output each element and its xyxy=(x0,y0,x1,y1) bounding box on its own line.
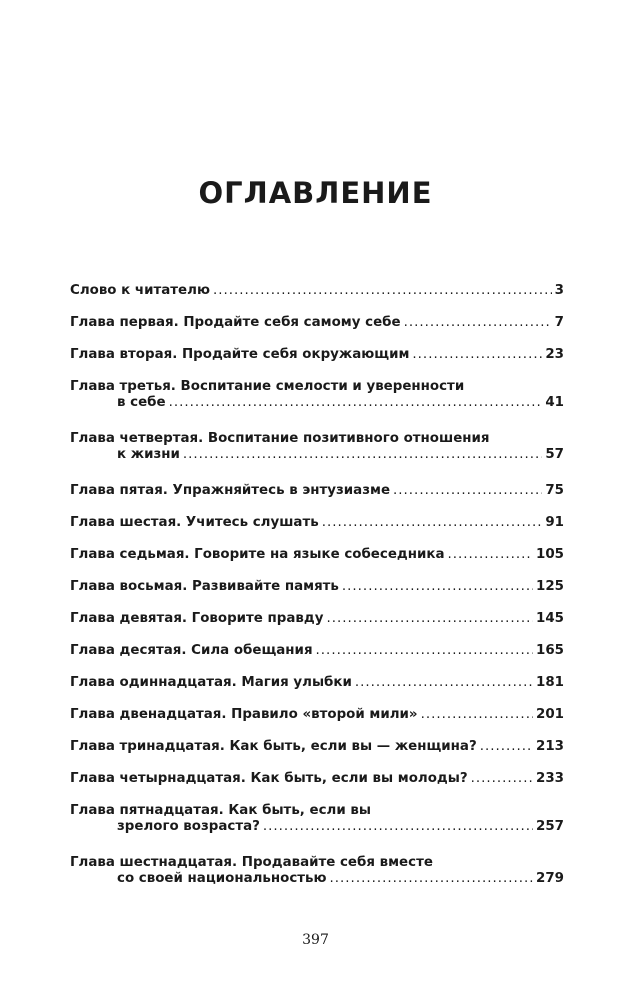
leader-dots xyxy=(342,579,533,595)
page-number: 397 xyxy=(302,932,329,948)
toc-entry-title-continued: в себе xyxy=(117,395,166,410)
toc-entry[interactable] xyxy=(70,315,564,347)
toc-entry-title-continued: зрелого возраста? xyxy=(117,819,260,834)
toc-entry-page: 145 xyxy=(536,611,564,626)
toc-entry-title: Глава тринадцатая. Как быть, если вы — женщина? xyxy=(70,739,477,754)
table-of-contents xyxy=(70,283,564,907)
toc-entry-title: Глава четвертая. Воспитание позитивного отношения xyxy=(70,431,490,446)
toc-entry[interactable] xyxy=(70,855,564,907)
leader-dots xyxy=(480,739,533,755)
toc-entry-title: Глава двенадцатая. Правило «второй мили» xyxy=(70,707,418,722)
toc-entry[interactable] xyxy=(70,483,564,515)
toc-entry-title: Глава третья. Воспитание смелости и уверенности xyxy=(70,379,465,394)
leader-dots xyxy=(330,871,534,887)
toc-entry-title-continued: со своей национальностью xyxy=(117,871,327,886)
toc-entry-title: Слово к читателю xyxy=(70,283,210,298)
toc-entry[interactable] xyxy=(70,379,564,431)
toc-entry-page: 91 xyxy=(545,515,564,530)
toc-entry-page: 213 xyxy=(536,739,564,754)
toc-entry-page: 181 xyxy=(536,675,564,690)
toc-entry-title: Глава восьмая. Развивайте память xyxy=(70,579,339,594)
leader-dots xyxy=(213,283,552,299)
toc-entry-title: Глава девятая. Говорите правду xyxy=(70,611,324,626)
toc-entry[interactable] xyxy=(70,643,564,675)
leader-dots xyxy=(471,771,533,787)
toc-entry-page: 23 xyxy=(545,347,564,362)
toc-entry-page: 125 xyxy=(536,579,564,594)
leader-dots xyxy=(448,547,534,563)
leader-dots xyxy=(421,707,533,723)
toc-entry-page: 105 xyxy=(536,547,564,562)
toc-entry[interactable] xyxy=(70,771,564,803)
toc-entry-title-continued: к жизни xyxy=(117,447,180,462)
leader-dots xyxy=(169,395,543,411)
toc-entry[interactable] xyxy=(70,431,564,483)
leader-dots xyxy=(316,643,534,659)
toc-entry-page: 257 xyxy=(536,819,564,834)
toc-entry-page: 233 xyxy=(536,771,564,786)
leader-dots xyxy=(393,483,542,499)
toc-entry[interactable] xyxy=(70,515,564,547)
leader-dots xyxy=(326,611,533,627)
leader-dots xyxy=(322,515,543,531)
toc-entry-title: Глава одиннадцатая. Магия улыбки xyxy=(70,675,352,690)
toc-entry-page: 57 xyxy=(545,447,564,462)
page-title: ОГЛАВЛЕНИЕ xyxy=(198,176,433,210)
toc-entry-title: Глава шестнадцатая. Продавайте себя вместе xyxy=(70,855,433,870)
toc-entry[interactable] xyxy=(70,347,564,379)
leader-dots xyxy=(355,675,533,691)
toc-entry[interactable] xyxy=(70,803,564,855)
toc-entry-title: Глава вторая. Продайте себя окружающим xyxy=(70,347,410,362)
toc-entry-page: 3 xyxy=(554,283,564,298)
leader-dots xyxy=(263,819,533,835)
leader-dots xyxy=(183,447,542,463)
toc-entry[interactable] xyxy=(70,675,564,707)
toc-entry[interactable] xyxy=(70,739,564,771)
toc-entry-page: 75 xyxy=(545,483,564,498)
toc-entry-page: 7 xyxy=(554,315,564,330)
toc-entry[interactable] xyxy=(70,547,564,579)
leader-dots xyxy=(412,347,542,363)
toc-entry[interactable] xyxy=(70,579,564,611)
toc-entry-title: Глава пятая. Упражняйтесь в энтузиазме xyxy=(70,483,391,498)
toc-entry-page: 165 xyxy=(536,643,564,658)
leader-dots xyxy=(404,315,552,331)
toc-entry-title: Глава десятая. Сила обещания xyxy=(70,643,313,658)
toc-entry[interactable] xyxy=(70,611,564,643)
toc-entry-title: Глава пятнадцатая. Как быть, если вы xyxy=(70,803,371,818)
toc-entry-page: 201 xyxy=(536,707,564,722)
toc-entry-title: Глава первая. Продайте себя самому себе xyxy=(70,315,401,330)
toc-entry-title: Глава шестая. Учитесь слушать xyxy=(70,515,319,530)
toc-entry-title: Глава седьмая. Говорите на языке собеседника xyxy=(70,547,445,562)
toc-entry-title: Глава четырнадцатая. Как быть, если вы молоды? xyxy=(70,771,468,786)
toc-entry-page: 279 xyxy=(536,871,564,886)
toc-entry[interactable] xyxy=(70,283,564,315)
toc-entry[interactable] xyxy=(70,707,564,739)
toc-entry-page: 41 xyxy=(545,395,564,410)
